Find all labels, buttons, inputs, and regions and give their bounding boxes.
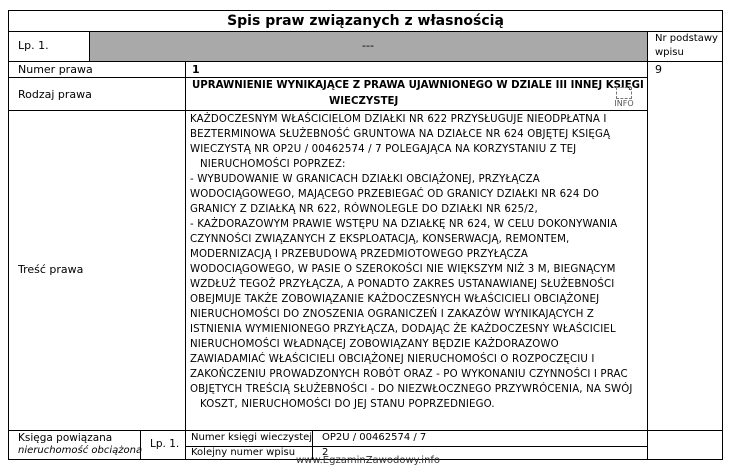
tresc-line: ZAWIADAMIAĆ WŁAŚCICIELI OBCIĄŻONEJ NIERUCHOMOŚCI O ROZPOCZĘCIU I xyxy=(190,354,595,365)
info-icon-label: INFO xyxy=(614,99,634,108)
nr-podstawy-value: 9 xyxy=(655,63,662,76)
numer-prawa-value: 1 xyxy=(192,63,200,76)
border-top xyxy=(8,10,723,11)
tresc-line: NIERUCHOMOŚCI WŁADNĄCEJ ZOBOWIĄZANY BĘDZIE KAŻDORAZOWO xyxy=(190,339,559,350)
tresc-line: WZDŁUŻ TEGOŻ PRZYŁĄCZA, A PONADTO ZAKRES USTANAWIANEJ SŁUŻEBNOŚCI xyxy=(190,279,615,290)
nr-podstawy-label-1: Nr podstawy xyxy=(655,33,718,44)
rodzaj-prawa-line-1: UPRAWNIENIE WYNIKAJĄCE Z PRAWA UJAWNIONEGO W DZIALE III INNEJ KSIĘGI xyxy=(192,80,644,91)
tresc-line: KAŻDOCZESNYM WŁAŚCICIELOM DZIAŁKI NR 622 PRZYSŁUGUJE NIEODPŁATNA I xyxy=(190,114,607,125)
lp-label: Lp. 1. xyxy=(18,39,49,52)
tresc-line: BEZTERMINOWA SŁUŻEBNOŚĆ GRUNTOWA NA DZIAŁCE NR 624 OBJĘTEJ KSIĘGĄ xyxy=(190,129,611,140)
border-right xyxy=(722,10,723,460)
numer-ksiegi-value: OP2U / 00462574 / 7 xyxy=(322,432,427,443)
tresc-line: NIERUCHOMOŚCI POPRZEZ: xyxy=(200,159,346,170)
border-numer xyxy=(8,77,648,78)
tresc-line: CZYNNOŚCI ZWIĄZANYCH Z EKSPLOATACJĄ, KONSERWACJĄ, REMONTEM, xyxy=(190,234,570,245)
tresc-line: - KAŻDORAZOWYM PRAWIE WSTĘPU NA DZIAŁKĘ NR 624, W CELU DOKONYWANIA xyxy=(190,219,618,230)
kolejny-numer-label: Kolejny numer wpisu xyxy=(191,447,296,458)
kolejny-numer-value: 2 xyxy=(322,447,329,458)
tresc-line: KOSZT, NIERUCHOMOŚCI DO JEJ STANU POPRZEDNIEGO. xyxy=(200,399,495,410)
border-lp xyxy=(8,61,723,62)
border-col-nr xyxy=(647,31,648,460)
numer-prawa-label: Numer prawa xyxy=(18,63,93,76)
border-title xyxy=(8,31,723,32)
ksiega-lp: Lp. 1. xyxy=(150,438,180,450)
tresc-line: OBJĘTYCH TREŚCIĄ SŁUŻEBNOŚCI - DO NIEZWŁOCZNEGO PRZYWRÓCENIA, NA SWÓJ xyxy=(190,384,633,395)
lp-value: --- xyxy=(362,39,374,52)
rodzaj-prawa-line-2: WIECZYSTEJ xyxy=(329,96,399,107)
border-rodzaj xyxy=(8,110,648,111)
tresc-line: NIERUCHOMOŚCI DO ZNOSZENIA OGRANICZEŃ I ZAKAZÓW WYNIKAJĄCYCH Z xyxy=(190,309,595,320)
border-col-main xyxy=(185,61,186,460)
tresc-line: MODERNIZACJĄ I PRZEBUDOWĄ PRZEDMIOTOWEGO PRZYŁĄCZA xyxy=(190,249,529,260)
border-left xyxy=(8,10,9,460)
nr-podstawy-label-2: wpisu xyxy=(655,47,684,58)
tresc-line: WIECZYSTĄ NR OP2U / 00462574 / 7 POLEGAJĄCA NA KORZYSTANIU Z TEJ xyxy=(190,144,577,155)
tresc-line: OBEJMUJE TAKŻE ZOBOWIĄZANIE KAŻDOCZESNYCH WŁAŚCICIELI OBCIĄŻONEJ xyxy=(190,294,600,305)
page-title: Spis praw związanych z własnością xyxy=(227,13,504,29)
border-col-label xyxy=(89,31,90,62)
tresc-prawa-label: Treść prawa xyxy=(18,263,84,276)
ksiega-label: Księga powiązana xyxy=(18,432,113,444)
tresc-line: ZAKOŃCZENIU PROWADZONYCH ROBÓT ORAZ - PO WYKONANIU CZYNNOŚCI I PRAC xyxy=(190,369,628,380)
footer-watermark: www.EgzaminZawodowy.info xyxy=(296,455,441,466)
tresc-line: ISTNIENIA WYMIENIONEGO PRZYŁĄCZA, DODAJĄC ŻE KAŻDOCZESNY WŁAŚCICIEL xyxy=(190,324,616,335)
tresc-line: GRANICY Z DZIAŁKĄ NR 622, RÓWNOLEGLE DO DZIAŁKI NR 625/2, xyxy=(190,204,538,215)
ksiega-sublabel: nieruchomość obciążona xyxy=(18,445,143,456)
rodzaj-prawa-label: Rodzaj prawa xyxy=(18,88,92,101)
numer-ksiegi-label: Numer księgi wieczystej xyxy=(191,432,313,443)
tresc-line: WODOCIĄGOWEGO, MAJĄCEGO PRZEBIEGAĆ OD GRANICY DZIAŁKI NR 624 DO xyxy=(190,189,600,200)
tresc-line: WODOCIĄGOWEGO, W PASIE O SZEROKOŚCI NIE WIĘKSZYM NIŻ 3 M, BIEGNĄCYM xyxy=(190,264,616,275)
info-icon[interactable] xyxy=(612,87,636,109)
tresc-line: - WYBUDOWANIE W GRANICACH DZIAŁKI OBCIĄŻONEJ, PRZYŁĄCZA xyxy=(190,174,540,185)
